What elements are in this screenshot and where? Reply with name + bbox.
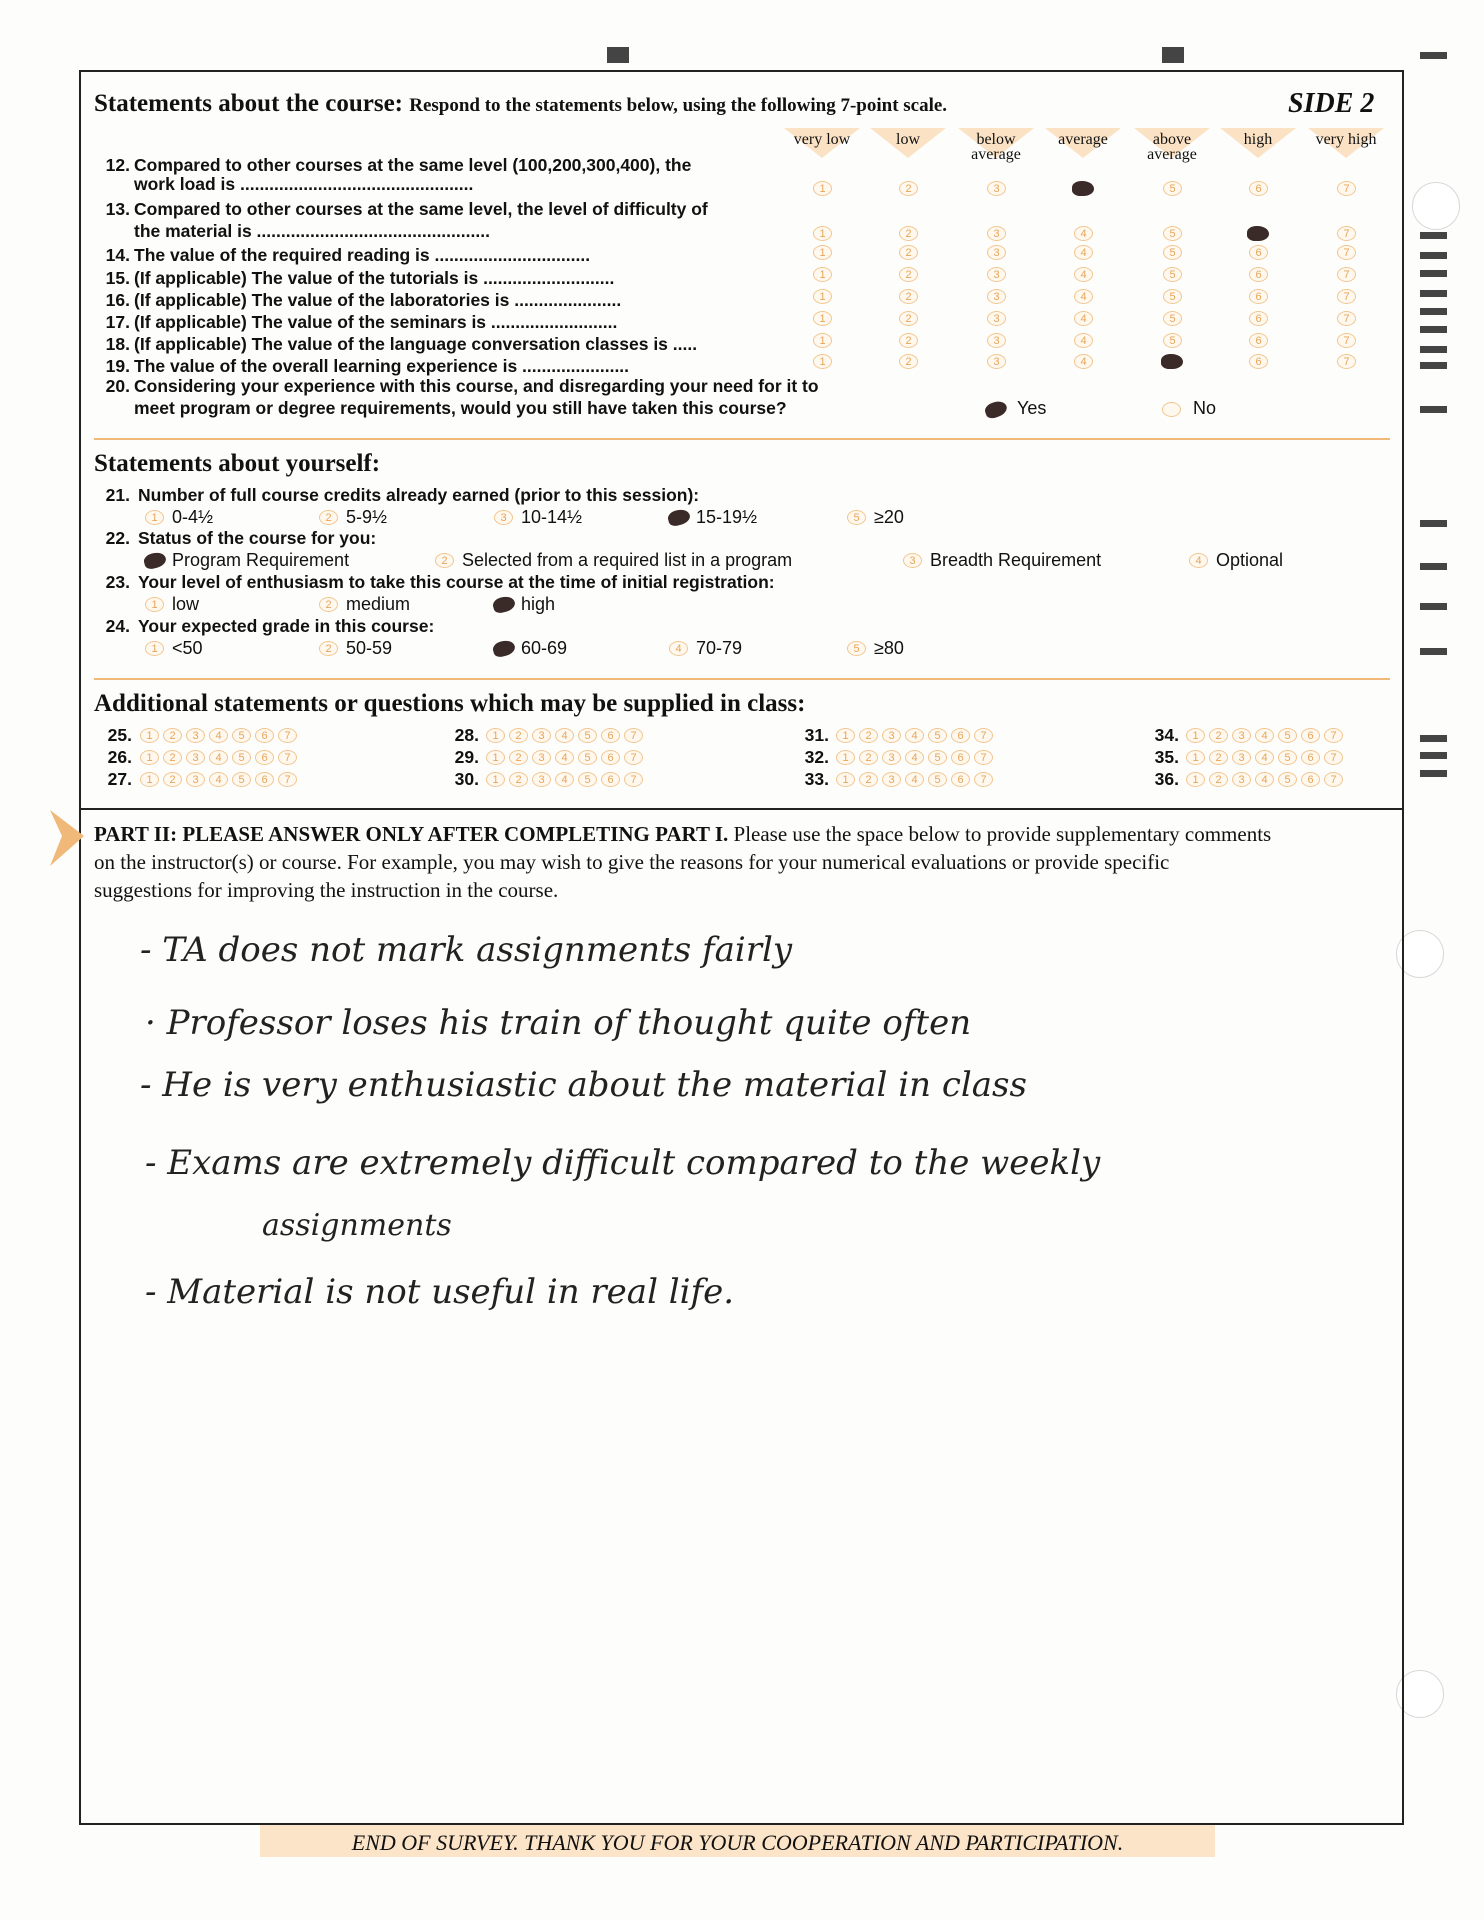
part2-lead: PART II: PLEASE ANSWER ONLY AFTER COMPLETING PART I. [94, 822, 729, 846]
answer-bubble[interactable]: 2 [859, 750, 878, 765]
timing-mark [1420, 326, 1447, 333]
answer-bubble[interactable]: 2 [1209, 772, 1228, 787]
answer-bubble[interactable]: 2 [163, 750, 182, 765]
answer-bubble[interactable]: 6 [1249, 267, 1268, 282]
answer-bubble[interactable]: 7 [1337, 333, 1356, 348]
timing-mark [1420, 563, 1447, 570]
answer-bubble[interactable]: 6 [255, 750, 274, 765]
answer-bubble[interactable]: 3 [987, 354, 1006, 369]
option-bubble[interactable]: 4 [1189, 553, 1208, 568]
answer-bubble[interactable]: 5 [578, 750, 597, 765]
answer-bubble[interactable]: 6 [1249, 311, 1268, 326]
answer-bubble[interactable]: 4 [209, 772, 228, 787]
question-text: work load is ................................................ [134, 174, 474, 194]
answer-bubble[interactable]: 2 [899, 333, 918, 348]
timing-mark [607, 47, 629, 63]
answer-bubble[interactable]: 3 [987, 267, 1006, 282]
scale-header-1: very low [793, 131, 851, 148]
answer-bubble[interactable]: 3 [882, 772, 901, 787]
option-label: 60-69 [521, 638, 568, 658]
option-label: ≥20 [874, 507, 904, 527]
timing-mark [1420, 406, 1447, 413]
answer-bubble[interactable]: 7 [624, 750, 643, 765]
question-text: (If applicable) The value of the laboratories is ...................... [134, 290, 622, 310]
answer-bubble[interactable]: 5 [1278, 772, 1297, 787]
answer-bubble[interactable]: 5 [1163, 267, 1182, 282]
answer-bubble[interactable]: 4 [1074, 311, 1093, 326]
answer-bubble[interactable]: 3 [987, 289, 1006, 304]
timing-mark [1420, 252, 1447, 259]
answer-bubble[interactable]: 4 [905, 728, 924, 743]
answer-bubble[interactable]: 4 [1074, 226, 1093, 241]
question-text: Number of full course credits already earned (prior to this session): [138, 485, 700, 505]
answer-bubble[interactable]: 4 [1255, 728, 1274, 743]
answer-bubble[interactable]: 5 [232, 772, 251, 787]
answer-bubble[interactable]: 7 [1337, 311, 1356, 326]
comment-line: · Professor loses his train of thought quite often [145, 1003, 972, 1043]
answer-bubble[interactable]: 3 [987, 333, 1006, 348]
answer-bubble[interactable]: 4 [905, 772, 924, 787]
scale-header-3: below average [971, 131, 1021, 163]
answer-bubble[interactable]: 1 [813, 333, 832, 348]
answer-bubble[interactable]: 7 [624, 772, 643, 787]
answer-bubble[interactable]: 1 [836, 750, 855, 765]
answer-bubble[interactable]: 5 [1163, 333, 1182, 348]
answer-bubble[interactable]: 6 [1249, 181, 1268, 196]
answer-bubble[interactable]: 6 [1301, 772, 1320, 787]
answer-bubble[interactable]: 2 [859, 772, 878, 787]
answer-bubble[interactable]: 6 [601, 750, 620, 765]
answer-bubble[interactable]: 3 [1232, 750, 1251, 765]
timing-mark [1420, 603, 1447, 610]
question-text: (If applicable) The value of the seminars is .......................... [134, 312, 618, 332]
answer-bubble[interactable]: 1 [1186, 772, 1205, 787]
answer-bubble[interactable]: 7 [1324, 728, 1343, 743]
answer-bubble[interactable]: 4 [1074, 354, 1093, 369]
answer-bubble[interactable]: 3 [532, 728, 551, 743]
question-number: 17. [105, 312, 130, 332]
answer-bubble[interactable]: 6 [601, 772, 620, 787]
section-divider [94, 678, 1390, 680]
answer-bubble[interactable]: 4 [555, 772, 574, 787]
question-number: 26. [107, 747, 132, 767]
answer-bubble[interactable]: 1 [486, 728, 505, 743]
answer-bubble[interactable]: 2 [899, 354, 918, 369]
answer-bubble[interactable]: 3 [186, 728, 205, 743]
question-text: (If applicable) The value of the tutorials is ........................... [134, 268, 615, 288]
answer-bubble[interactable]: 5 [578, 772, 597, 787]
answer-bubble[interactable]: 6 [1249, 333, 1268, 348]
part2-text-2: on the instructor(s) or course. For example, you may wish to give the reasons for your numerical evaluations or provide specific [94, 850, 1170, 874]
answer-bubble[interactable]: 7 [1337, 181, 1356, 196]
q20-number: 20. [105, 376, 130, 396]
answer-bubble[interactable]: 2 [899, 267, 918, 282]
answer-bubble[interactable]: 3 [532, 750, 551, 765]
comment-line: - TA does not mark assignments fairly [140, 930, 793, 970]
comment-line: assignments [262, 1208, 452, 1243]
answer-bubble[interactable]: 2 [899, 289, 918, 304]
answer-bubble[interactable]: 5 [928, 772, 947, 787]
option-label: 5-9½ [346, 507, 388, 527]
part2-text-1: Please use the space below to provide supplementary comments [733, 822, 1272, 846]
question-number: 18. [105, 334, 130, 354]
answer-bubble[interactable]: 7 [974, 750, 993, 765]
answer-bubble[interactable]: 7 [1324, 750, 1343, 765]
part2-instructions [94, 820, 1394, 904]
question-text: Compared to other courses at the same level (100,200,300,400), the [134, 155, 692, 175]
question-number: 14. [105, 245, 130, 265]
question-number: 15. [105, 268, 130, 288]
question-number: 25. [107, 725, 132, 745]
question-number: 21. [105, 485, 130, 505]
answer-bubble[interactable]: 2 [899, 245, 918, 260]
answer-bubble[interactable]: 2 [509, 728, 528, 743]
answer-bubble[interactable]: 1 [813, 311, 832, 326]
answer-bubble[interactable]: 1 [1186, 728, 1205, 743]
option-bubble[interactable]: 2 [319, 510, 338, 525]
answer-bubble[interactable]: 5 [1163, 226, 1182, 241]
answer-bubble[interactable]: 3 [987, 181, 1006, 196]
option-label: Optional [1216, 550, 1284, 570]
question-text: (If applicable) The value of the language conversation classes is ..... [134, 334, 698, 354]
timing-mark [1420, 232, 1447, 239]
comment-line: - Material is not useful in real life. [145, 1272, 735, 1312]
answer-bubble[interactable]: 4 [1255, 750, 1274, 765]
answer-bubble[interactable]: 2 [163, 728, 182, 743]
answer-bubble[interactable]: 3 [1232, 728, 1251, 743]
answer-bubble[interactable]: 1 [813, 181, 832, 196]
answer-bubble[interactable]: 7 [1337, 245, 1356, 260]
question-number: 32. [804, 747, 829, 767]
answer-bubble[interactable]: 6 [1249, 245, 1268, 260]
timing-mark [1420, 290, 1447, 297]
answer-bubble[interactable]: 1 [1186, 750, 1205, 765]
option-label: Breadth Requirement [930, 550, 1102, 570]
timing-mark [1420, 520, 1447, 527]
option-label: ≥80 [874, 638, 904, 658]
option-bubble[interactable]: 1 [145, 510, 164, 525]
answer-bubble[interactable]: 6 [255, 772, 274, 787]
answer-bubble[interactable]: 3 [882, 728, 901, 743]
answer-bubble[interactable]: 7 [974, 772, 993, 787]
answer-bubble[interactable]: 5 [1163, 181, 1182, 196]
scale-instruction: Respond to the statements below, using the following 7-point scale. [409, 95, 948, 116]
answer-bubble[interactable]: 1 [486, 772, 505, 787]
answer-bubble[interactable]: 2 [899, 311, 918, 326]
answer-bubble-filled[interactable] [1161, 354, 1183, 369]
answer-bubble[interactable]: 7 [1324, 772, 1343, 787]
question-number: 30. [454, 769, 479, 789]
question-number: 31. [804, 725, 829, 745]
answer-bubble[interactable]: 2 [1209, 728, 1228, 743]
answer-bubble[interactable]: 5 [1278, 728, 1297, 743]
answer-bubble[interactable]: 7 [278, 728, 297, 743]
answer-bubble[interactable]: 6 [951, 772, 970, 787]
option-label: 50-59 [346, 638, 393, 658]
answer-bubble[interactable]: 6 [951, 728, 970, 743]
q20-line-2: meet program or degree requirements, would you still have taken this course? [134, 398, 787, 418]
timing-mark [1420, 270, 1447, 277]
answer-bubble[interactable]: 3 [1232, 772, 1251, 787]
course-section-title: Statements about the course: Respond to the statements below, using the following 7-point scale. [94, 90, 948, 117]
question-number: 27. [107, 769, 132, 789]
option-label: 70-79 [696, 638, 743, 658]
answer-bubble[interactable]: 5 [1163, 289, 1182, 304]
answer-bubble[interactable]: 7 [1337, 354, 1356, 369]
question-number: 24. [105, 616, 130, 636]
answer-bubble[interactable]: 4 [1074, 333, 1093, 348]
scale-header-7: very high [1315, 131, 1377, 148]
timing-mark [1420, 648, 1447, 655]
answer-bubble[interactable]: 3 [987, 245, 1006, 260]
answer-bubble[interactable]: 2 [509, 772, 528, 787]
question-number: 12. [105, 155, 130, 175]
answer-bubble[interactable]: 5 [578, 728, 597, 743]
answer-bubble[interactable]: 6 [601, 728, 620, 743]
answer-bubble[interactable]: 1 [836, 728, 855, 743]
option-label: high [521, 594, 556, 614]
answer-bubble[interactable]: 3 [987, 226, 1006, 241]
answer-bubble[interactable]: 5 [1163, 311, 1182, 326]
question-number: 13. [105, 199, 130, 219]
question-text: Status of the course for you: [138, 528, 377, 548]
answer-bubble[interactable]: 1 [140, 728, 159, 743]
timing-mark [1420, 308, 1447, 315]
answer-bubble[interactable]: 6 [255, 728, 274, 743]
q20-yes-label: Yes [1017, 398, 1047, 418]
answer-bubble[interactable]: 5 [1278, 750, 1297, 765]
answer-bubble[interactable]: 3 [532, 772, 551, 787]
q20-no-bubble[interactable] [1162, 402, 1181, 417]
timing-mark [1420, 52, 1447, 59]
answer-bubble[interactable]: 3 [987, 311, 1006, 326]
scale-header-4: average [1058, 131, 1108, 148]
answer-bubble[interactable]: 5 [928, 728, 947, 743]
option-label: 10-14½ [521, 507, 583, 527]
timing-mark [1420, 735, 1447, 742]
option-bubble[interactable]: 1 [145, 641, 164, 656]
answer-bubble[interactable]: 7 [624, 728, 643, 743]
answer-bubble[interactable]: 4 [1074, 267, 1093, 282]
answer-bubble[interactable]: 2 [899, 226, 918, 241]
answer-bubble[interactable]: 6 [1301, 750, 1320, 765]
option-bubble[interactable]: 2 [319, 641, 338, 656]
answer-bubble[interactable]: 5 [928, 750, 947, 765]
option-label: 0-4½ [172, 507, 214, 527]
comment-line: - Exams are extremely difficult compared to the weekly [145, 1143, 1101, 1183]
question-number: 22. [105, 528, 130, 548]
answer-bubble[interactable]: 4 [1074, 245, 1093, 260]
timing-mark [1420, 346, 1447, 353]
timing-mark [1420, 770, 1447, 777]
answer-bubble[interactable]: 3 [882, 750, 901, 765]
option-bubble[interactable]: 5 [847, 510, 866, 525]
answer-bubble[interactable]: 1 [813, 289, 832, 304]
answer-bubble[interactable]: 7 [1337, 226, 1356, 241]
answer-bubble[interactable]: 7 [278, 772, 297, 787]
answer-bubble[interactable]: 3 [186, 772, 205, 787]
answer-bubble[interactable]: 6 [951, 750, 970, 765]
answer-bubble[interactable]: 2 [163, 772, 182, 787]
answer-bubble[interactable]: 4 [905, 750, 924, 765]
answer-bubble[interactable]: 1 [813, 267, 832, 282]
section-divider [94, 438, 1390, 440]
comment-line: - He is very enthusiastic about the material in class [140, 1065, 1027, 1105]
answer-bubble[interactable]: 4 [209, 750, 228, 765]
footer-text: END OF SURVEY. THANK YOU FOR YOUR COOPERATION AND PARTICIPATION. [351, 1830, 1124, 1855]
question-number: 23. [105, 572, 130, 592]
question-number: 29. [454, 747, 479, 767]
question-number: 19. [105, 356, 130, 376]
answer-bubble[interactable]: 5 [1163, 245, 1182, 260]
answer-bubble[interactable]: 6 [1249, 289, 1268, 304]
answer-bubble[interactable]: 1 [836, 772, 855, 787]
answer-bubble[interactable]: 2 [509, 750, 528, 765]
answer-bubble[interactable]: 4 [555, 750, 574, 765]
arrow-icon [50, 808, 86, 868]
part2-divider [79, 808, 1404, 810]
question-number: 16. [105, 290, 130, 310]
option-label: medium [346, 594, 411, 614]
question-number: 36. [1154, 769, 1179, 789]
answer-bubble[interactable]: 5 [232, 750, 251, 765]
answer-bubble[interactable]: 1 [813, 354, 832, 369]
part2-text-3: suggestions for improving the instruction in the course. [94, 878, 559, 902]
scale-header-5: above average [1147, 131, 1197, 163]
answer-bubble[interactable]: 6 [1301, 728, 1320, 743]
timing-mark [1162, 47, 1184, 63]
answer-bubble[interactable]: 4 [555, 728, 574, 743]
answer-bubble[interactable]: 1 [813, 226, 832, 241]
answer-bubble[interactable]: 4 [1074, 289, 1093, 304]
q20-no-label: No [1193, 398, 1217, 418]
scale-header-6: high [1243, 131, 1273, 148]
answer-bubble-filled[interactable] [1072, 181, 1094, 196]
answer-bubble[interactable]: 7 [974, 728, 993, 743]
side-label: SIDE 2 [1288, 88, 1375, 119]
additional-section-title: Additional statements or questions which may be supplied in class: [94, 690, 806, 717]
option-bubble[interactable]: 2 [435, 553, 454, 568]
question-text: Your level of enthusiasm to take this course at the time of initial registration: [138, 572, 775, 592]
answer-bubble[interactable]: 2 [1209, 750, 1228, 765]
question-text: The value of the required reading is ................................ [134, 245, 591, 265]
answer-bubble-filled[interactable] [1247, 226, 1269, 241]
answer-bubble[interactable]: 2 [899, 181, 918, 196]
answer-bubble[interactable]: 2 [859, 728, 878, 743]
option-label: <50 [172, 638, 203, 658]
option-bubble[interactable]: 3 [494, 510, 513, 525]
answer-bubble[interactable]: 7 [278, 750, 297, 765]
answer-bubble[interactable]: 1 [140, 772, 159, 787]
question-text: the material is ................................................ [134, 221, 490, 241]
answer-bubble[interactable]: 4 [1255, 772, 1274, 787]
answer-bubble[interactable]: 7 [1337, 267, 1356, 282]
option-label: low [172, 594, 200, 614]
question-text: The value of the overall learning experience is ...................... [134, 356, 630, 376]
question-number: 35. [1154, 747, 1179, 767]
option-label: 15-19½ [696, 507, 758, 527]
answer-bubble[interactable]: 1 [486, 750, 505, 765]
punch-hole [1412, 182, 1460, 230]
answer-bubble[interactable]: 7 [1337, 289, 1356, 304]
answer-bubble[interactable]: 6 [1249, 354, 1268, 369]
question-text: Your expected grade in this course: [138, 616, 435, 636]
option-bubble[interactable]: 5 [847, 641, 866, 656]
option-label: Selected from a required list in a program [462, 550, 793, 570]
question-number: 28. [454, 725, 479, 745]
scale-header-2: low [896, 131, 920, 148]
answer-bubble[interactable]: 1 [140, 750, 159, 765]
option-bubble[interactable]: 2 [319, 597, 338, 612]
option-bubble[interactable]: 4 [669, 641, 688, 656]
option-label: Program Requirement [172, 550, 350, 570]
yourself-section-title: Statements about yourself: [94, 450, 381, 477]
timing-mark [1420, 752, 1447, 759]
answer-bubble[interactable]: 1 [813, 245, 832, 260]
answer-bubble[interactable]: 3 [186, 750, 205, 765]
answer-bubble[interactable]: 5 [232, 728, 251, 743]
question-number: 34. [1154, 725, 1179, 745]
question-number: 33. [804, 769, 829, 789]
question-text: Compared to other courses at the same level, the level of difficulty of [134, 199, 708, 219]
answer-bubble[interactable]: 4 [209, 728, 228, 743]
option-bubble[interactable]: 3 [903, 553, 922, 568]
timing-mark [1420, 362, 1447, 369]
q20-line-1: Considering your experience with this course, and disregarding your need for it to [134, 376, 819, 396]
option-bubble[interactable]: 1 [145, 597, 164, 612]
